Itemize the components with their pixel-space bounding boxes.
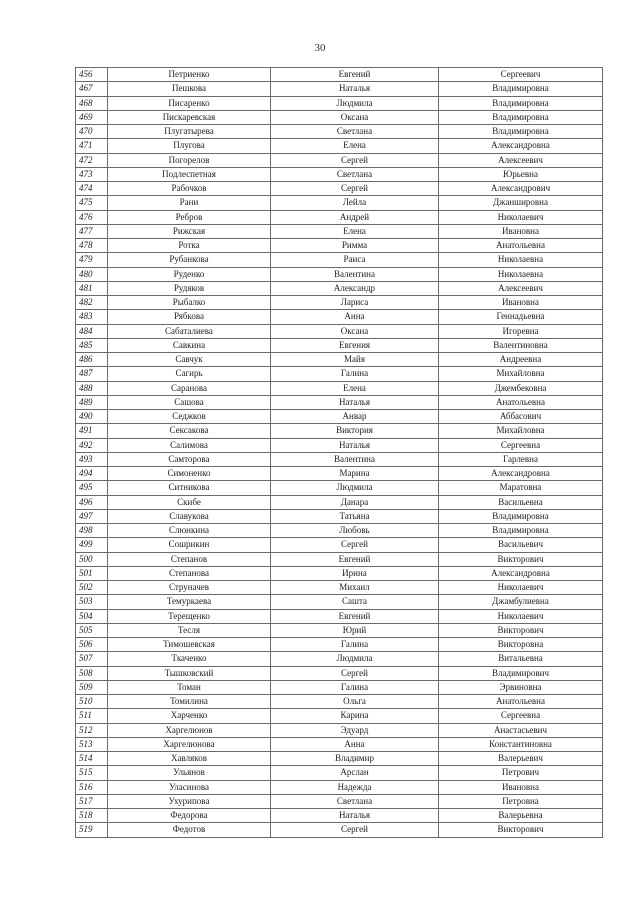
last-name-cell: Харгелюнова [108,737,271,751]
first-name-cell: Евгений [271,609,439,623]
last-name-cell: Ульянов [108,766,271,780]
row-number-cell: 475 [76,196,108,210]
patronymic-cell: Викторович [439,823,603,837]
row-number-cell: 482 [76,296,108,310]
table-row [76,395,603,409]
row-number-cell: 483 [76,310,108,324]
first-name-cell: Людмила [271,652,439,666]
row-number-cell: 497 [76,509,108,523]
first-name-cell: Сергей [271,538,439,552]
row-number-cell: 488 [76,381,108,395]
patronymic-cell: Александровна [439,566,603,580]
roster-body [76,68,603,838]
patronymic-cell: Геннадьевна [439,310,603,324]
table-row [76,723,603,737]
patronymic-cell: Владимировна [439,509,603,523]
table-row [76,96,603,110]
first-name-cell: Сашта [271,595,439,609]
table-row [76,367,603,381]
patronymic-cell: Алексеевич [439,281,603,295]
row-number-cell: 492 [76,438,108,452]
patronymic-cell: Гарлевна [439,452,603,466]
last-name-cell: Рубанкова [108,253,271,267]
first-name-cell: Евгений [271,68,439,82]
page-number: 30 [314,42,326,54]
first-name-cell: Римма [271,239,439,253]
row-number-cell: 515 [76,766,108,780]
first-name-cell: Лариса [271,296,439,310]
patronymic-cell: Николаевич [439,210,603,224]
last-name-cell: Сабаталиева [108,324,271,338]
table-row [76,666,603,680]
first-name-cell: Александр [271,281,439,295]
patronymic-cell: Николаевич [439,581,603,595]
first-name-cell: Наталья [271,438,439,452]
row-number-cell: 480 [76,267,108,281]
table-row [76,68,603,82]
patronymic-cell: Петрович [439,766,603,780]
last-name-cell: Петриенко [108,68,271,82]
row-number-cell: 495 [76,481,108,495]
first-name-cell: Ольга [271,695,439,709]
patronymic-cell: Аббасович [439,410,603,424]
table-row [76,638,603,652]
row-number-cell: 512 [76,723,108,737]
row-number-cell: 474 [76,182,108,196]
patronymic-cell: Николаевич [439,609,603,623]
patronymic-cell: Анатольевна [439,395,603,409]
table-row [76,524,603,538]
table-row [76,324,603,338]
row-number-cell: 504 [76,609,108,623]
table-row [76,310,603,324]
table-row [76,509,603,523]
first-name-cell: Наталья [271,82,439,96]
last-name-cell: Харгелюнов [108,723,271,737]
first-name-cell: Елена [271,224,439,238]
last-name-cell: Рыбалко [108,296,271,310]
first-name-cell: Сергей [271,153,439,167]
first-name-cell: Галина [271,680,439,694]
table-row [76,495,603,509]
row-number-cell: 470 [76,125,108,139]
row-number-cell: 468 [76,96,108,110]
first-name-cell: Анна [271,310,439,324]
first-name-cell: Галина [271,367,439,381]
row-number-cell: 491 [76,424,108,438]
table-row [76,780,603,794]
last-name-cell: Ротка [108,239,271,253]
first-name-cell: Людмила [271,96,439,110]
patronymic-cell: Андреевна [439,353,603,367]
last-name-cell: Подлеспетная [108,167,271,181]
last-name-cell: Славукова [108,509,271,523]
row-number-cell: 473 [76,167,108,181]
last-name-cell: Ситникова [108,481,271,495]
table-row [76,438,603,452]
table-row [76,467,603,481]
first-name-cell: Людмила [271,481,439,495]
patronymic-cell: Александрович [439,182,603,196]
last-name-cell: Салимова [108,438,271,452]
patronymic-cell: Джембековна [439,381,603,395]
last-name-cell: Темуркаева [108,595,271,609]
row-number-cell: 496 [76,495,108,509]
first-name-cell: Елена [271,139,439,153]
patronymic-cell: Анатольевна [439,695,603,709]
last-name-cell: Степанова [108,566,271,580]
last-name-cell: Рижская [108,224,271,238]
table-row [76,823,603,837]
last-name-cell: Плугова [108,139,271,153]
row-number-cell: 517 [76,794,108,808]
first-name-cell: Михаил [271,581,439,595]
row-number-cell: 489 [76,395,108,409]
patronymic-cell: Викторовна [439,638,603,652]
last-name-cell: Ухурипова [108,794,271,808]
row-number-cell: 506 [76,638,108,652]
table-row [76,538,603,552]
last-name-cell: Сошрикин [108,538,271,552]
row-number-cell: 502 [76,581,108,595]
last-name-cell: Ребров [108,210,271,224]
row-number-cell: 485 [76,338,108,352]
patronymic-cell: Алексеевич [439,153,603,167]
first-name-cell: Лейла [271,196,439,210]
first-name-cell: Ирина [271,566,439,580]
first-name-cell: Арслан [271,766,439,780]
last-name-cell: Самторова [108,452,271,466]
last-name-cell: Погорелов [108,153,271,167]
row-number-cell: 507 [76,652,108,666]
table-row [76,210,603,224]
first-name-cell: Раиса [271,253,439,267]
patronymic-cell: Николаевна [439,267,603,281]
patronymic-cell: Владимировна [439,110,603,124]
patronymic-cell: Сергеевна [439,709,603,723]
first-name-cell: Светлана [271,794,439,808]
last-name-cell: Тесля [108,623,271,637]
table-row [76,737,603,751]
last-name-cell: Руденко [108,267,271,281]
first-name-cell: Любовь [271,524,439,538]
row-number-cell: 508 [76,666,108,680]
table-row [76,695,603,709]
table-row [76,809,603,823]
patronymic-cell: Михайловна [439,424,603,438]
last-name-cell: Сексакова [108,424,271,438]
row-number-cell: 513 [76,737,108,751]
row-number-cell: 486 [76,353,108,367]
last-name-cell: Саранова [108,381,271,395]
patronymic-cell: Джамбулиевна [439,595,603,609]
patronymic-cell: Константиновна [439,737,603,751]
table-row [76,566,603,580]
table-row [76,752,603,766]
patronymic-cell: Анатольевна [439,239,603,253]
roster-table [75,67,603,838]
patronymic-cell: Анастасьевич [439,723,603,737]
table-row [76,424,603,438]
last-name-cell: Скибе [108,495,271,509]
last-name-cell: Рани [108,196,271,210]
table-row [76,481,603,495]
patronymic-cell: Ивановна [439,296,603,310]
first-name-cell: Владимир [271,752,439,766]
patronymic-cell: Владимировна [439,96,603,110]
patronymic-cell: Юрьевна [439,167,603,181]
patronymic-cell: Васильевич [439,538,603,552]
table-row [76,139,603,153]
first-name-cell: Эдуард [271,723,439,737]
patronymic-cell: Владимировна [439,125,603,139]
row-number-cell: 494 [76,467,108,481]
last-name-cell: Федотов [108,823,271,837]
last-name-cell: Терещенко [108,609,271,623]
table-row [76,766,603,780]
patronymic-cell: Александровна [439,139,603,153]
first-name-cell: Светлана [271,167,439,181]
patronymic-cell: Ивановна [439,780,603,794]
table-row [76,82,603,96]
last-name-cell: Томилина [108,695,271,709]
table-row [76,680,603,694]
row-number-cell: 478 [76,239,108,253]
first-name-cell: Валентина [271,267,439,281]
table-row [76,623,603,637]
patronymic-cell: Владимировна [439,524,603,538]
last-name-cell: Сагирь [108,367,271,381]
last-name-cell: Савчук [108,353,271,367]
patronymic-cell: Петровна [439,794,603,808]
table-row [76,552,603,566]
row-number-cell: 499 [76,538,108,552]
last-name-cell: Савкина [108,338,271,352]
row-number-cell: 501 [76,566,108,580]
row-number-cell: 509 [76,680,108,694]
table-row [76,153,603,167]
table-row [76,281,603,295]
table-row [76,110,603,124]
first-name-cell: Галина [271,638,439,652]
row-number-cell: 479 [76,253,108,267]
patronymic-cell: Джаншировна [439,196,603,210]
row-number-cell: 503 [76,595,108,609]
table-row [76,125,603,139]
patronymic-cell: Валентиновна [439,338,603,352]
row-number-cell: 477 [76,224,108,238]
table-row [76,452,603,466]
first-name-cell: Татьяна [271,509,439,523]
row-number-cell: 484 [76,324,108,338]
row-number-cell: 476 [76,210,108,224]
first-name-cell: Светлана [271,125,439,139]
table-row [76,167,603,181]
row-number-cell: 467 [76,82,108,96]
table-row [76,609,603,623]
last-name-cell: Уласинова [108,780,271,794]
last-name-cell: Харченко [108,709,271,723]
last-name-cell: Рябкова [108,310,271,324]
last-name-cell: Пискаревская [108,110,271,124]
last-name-cell: Ткаченко [108,652,271,666]
row-number-cell: 471 [76,139,108,153]
first-name-cell: Юрий [271,623,439,637]
row-number-cell: 505 [76,623,108,637]
first-name-cell: Сергей [271,666,439,680]
first-name-cell: Оксана [271,110,439,124]
row-number-cell: 510 [76,695,108,709]
row-number-cell: 487 [76,367,108,381]
patronymic-cell: Игоревна [439,324,603,338]
patronymic-cell: Михайловна [439,367,603,381]
first-name-cell: Евгения [271,338,439,352]
first-name-cell: Карина [271,709,439,723]
last-name-cell: Тимошевская [108,638,271,652]
first-name-cell: Анна [271,737,439,751]
patronymic-cell: Ивановна [439,224,603,238]
table-row [76,239,603,253]
table-row [76,794,603,808]
first-name-cell: Андрей [271,210,439,224]
row-number-cell: 516 [76,780,108,794]
row-number-cell: 500 [76,552,108,566]
table-row [76,709,603,723]
first-name-cell: Данара [271,495,439,509]
table-row [76,296,603,310]
first-name-cell: Анвар [271,410,439,424]
last-name-cell: Пешкова [108,82,271,96]
row-number-cell: 519 [76,823,108,837]
patronymic-cell: Сергеевна [439,438,603,452]
first-name-cell: Майя [271,353,439,367]
first-name-cell: Елена [271,381,439,395]
patronymic-cell: Сергеевич [439,68,603,82]
last-name-cell: Тышковский [108,666,271,680]
row-number-cell: 514 [76,752,108,766]
first-name-cell: Марина [271,467,439,481]
last-name-cell: Томан [108,680,271,694]
patronymic-cell: Александровна [439,467,603,481]
patronymic-cell: Викторович [439,552,603,566]
patronymic-cell: Владимировна [439,82,603,96]
first-name-cell: Надежда [271,780,439,794]
last-name-cell: Струначев [108,581,271,595]
first-name-cell: Наталья [271,395,439,409]
patronymic-cell: Васильевна [439,495,603,509]
row-number-cell: 518 [76,809,108,823]
last-name-cell: Хавляков [108,752,271,766]
row-number-cell: 472 [76,153,108,167]
last-name-cell: Симоненко [108,467,271,481]
first-name-cell: Оксана [271,324,439,338]
patronymic-cell: Эрвиновна [439,680,603,694]
table-row [76,253,603,267]
row-number-cell: 481 [76,281,108,295]
first-name-cell: Евгений [271,552,439,566]
table-row [76,182,603,196]
row-number-cell: 498 [76,524,108,538]
last-name-cell: Плугатырева [108,125,271,139]
table-row [76,581,603,595]
patronymic-cell: Валерьевна [439,809,603,823]
row-number-cell: 511 [76,709,108,723]
last-name-cell: Сашова [108,395,271,409]
last-name-cell: Федорова [108,809,271,823]
table-row [76,381,603,395]
last-name-cell: Степанов [108,552,271,566]
first-name-cell: Виктория [271,424,439,438]
last-name-cell: Рудяков [108,281,271,295]
patronymic-cell: Викторович [439,623,603,637]
first-name-cell: Сергей [271,182,439,196]
table-row [76,595,603,609]
first-name-cell: Валентина [271,452,439,466]
last-name-cell: Рабочков [108,182,271,196]
last-name-cell: Седжков [108,410,271,424]
row-number-cell: 490 [76,410,108,424]
patronymic-cell: Витальевна [439,652,603,666]
table-row [76,338,603,352]
patronymic-cell: Николаевна [439,253,603,267]
table-row [76,267,603,281]
patronymic-cell: Владимирович [439,666,603,680]
table-row [76,410,603,424]
first-name-cell: Наталья [271,809,439,823]
table-row [76,196,603,210]
patronymic-cell: Маратовна [439,481,603,495]
table-row [76,224,603,238]
last-name-cell: Писаренко [108,96,271,110]
table-row [76,652,603,666]
row-number-cell: 469 [76,110,108,124]
table-row [76,353,603,367]
row-number-cell: 493 [76,452,108,466]
last-name-cell: Слюнкина [108,524,271,538]
first-name-cell: Сергей [271,823,439,837]
patronymic-cell: Валерьевич [439,752,603,766]
row-number-cell: 456 [76,68,108,82]
